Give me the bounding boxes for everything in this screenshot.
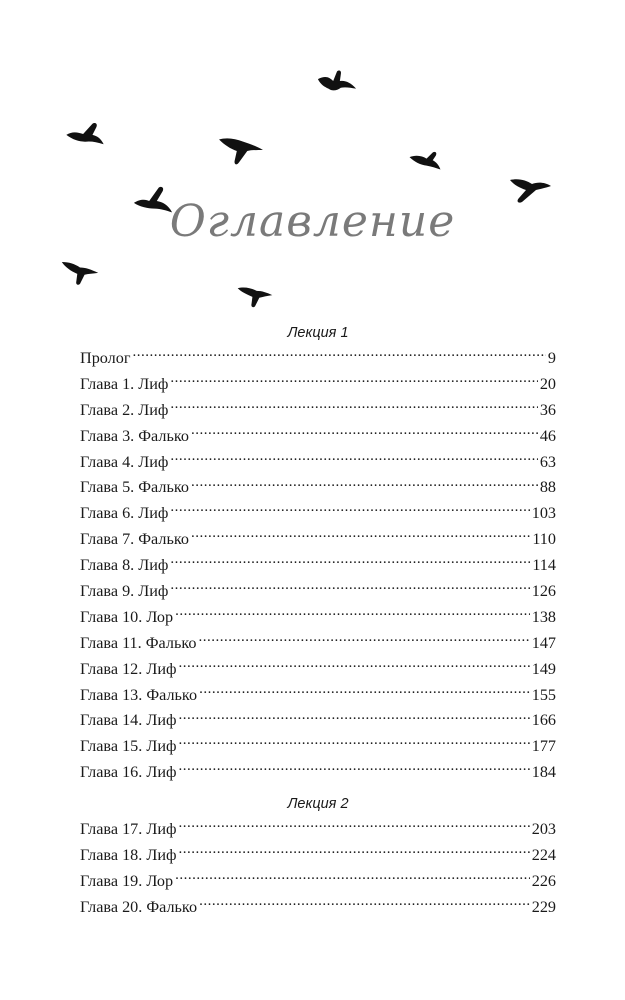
page-title: Оглавление [169,196,456,247]
toc-entry [80,527,556,553]
toc-entry-page: 103 [531,504,556,523]
birds-illustration [0,0,625,320]
bird-icon [408,148,442,174]
toc-entry [80,631,556,657]
dot-leader [191,476,538,492]
toc-entry-label: Глава 2. Лиф [80,400,169,419]
toc-entry-label: Глава 3. Фалько [80,426,189,445]
section-title: Лекция 2 [287,796,349,813]
toc-entry-label: Глава 10. Лор [80,607,174,626]
toc-entry-label: Глава 1. Лиф [80,374,169,393]
dot-leader [170,373,537,389]
toc-entry [80,475,556,501]
toc-entry [80,501,556,527]
toc-entry-label: Глава 12. Лиф [80,659,177,678]
dot-leader [170,554,530,570]
toc-entry-label: Глава 8. Лиф [80,556,169,575]
toc-entry-page: 226 [531,871,556,890]
toc-entry-label: Глава 11. Фалько [80,633,197,652]
dot-leader [178,844,529,860]
toc-list [80,346,556,786]
dot-leader [178,709,529,725]
toc-entry [80,734,556,760]
toc-entry [80,843,556,869]
bird-icon [236,282,274,310]
toc-entry [80,605,556,631]
dot-leader [175,606,530,622]
section-title: Лекция 1 [287,325,349,341]
toc-entry-page: 46 [539,426,556,445]
toc-entry-page: 114 [532,556,556,575]
toc-entry-label: Глава 4. Лиф [80,452,169,471]
dot-leader [175,870,530,886]
bird-icon [60,254,100,290]
toc-entry [80,869,556,895]
toc-entry-label: Глава 9. Лиф [80,582,169,601]
toc-entry [80,398,556,424]
dot-leader [178,658,529,674]
dot-leader [170,502,529,518]
toc-entry-label: Глава 19. Лор [80,871,174,890]
toc-entry-label: Глава 6. Лиф [80,504,169,523]
dot-leader [178,818,529,834]
dot-leader [132,347,545,363]
toc-list [80,817,556,921]
toc-entry [80,424,556,450]
toc-entry-label: Пролог [80,349,131,367]
toc-entry-label: Глава 16. Лиф [80,763,177,782]
toc-entry-page: 63 [539,452,556,471]
toc-entry-page: 9 [547,349,556,367]
toc-entry-label: Глава 7. Фалько [80,530,189,549]
toc-entry [80,760,556,786]
toc-entry [80,895,556,921]
dot-leader [191,424,538,440]
toc-entry [80,450,556,476]
toc-entry-label: Глава 18. Лиф [80,846,177,865]
dot-leader [170,580,529,596]
dot-leader [170,399,537,415]
dot-leader [191,528,530,544]
toc-entry-page: 166 [531,711,556,730]
toc-entry-label: Глава 13. Фалько [80,685,198,704]
toc-entry [80,346,556,372]
toc-entry [80,657,556,683]
toc-entry-page: 138 [531,607,556,626]
toc-entry-label: Глава 20. Фалько [80,897,198,916]
bird-icon [64,120,106,148]
toc-entry-page: 147 [531,633,556,652]
toc-entry-page: 88 [539,478,556,497]
toc-entry-page: 110 [532,530,556,549]
dot-leader [199,896,530,912]
toc-entry [80,708,556,734]
toc-entry-label: Глава 14. Лиф [80,711,177,730]
toc-entry-page: 203 [531,820,556,839]
toc-entry [80,683,556,709]
toc-entry [80,817,556,843]
toc-entry-page: 36 [539,400,556,419]
dot-leader [198,632,529,648]
toc-entry-page: 229 [531,897,556,916]
toc-entry-page: 149 [531,659,556,678]
toc-entry-page: 177 [531,737,556,756]
toc-entry-page: 20 [539,374,556,393]
toc-entry [80,553,556,579]
dot-leader [199,683,530,699]
dot-leader [170,450,537,466]
toc-entry-label: Глава 17. Лиф [80,820,177,839]
bird-icon [316,66,358,98]
toc-entry-page: 184 [531,763,556,782]
toc-entry-page: 155 [531,685,556,704]
toc-entry [80,579,556,605]
toc-entry-label: Глава 15. Лиф [80,737,177,756]
toc-entry-label: Глава 5. Фалько [80,478,189,497]
toc-entry [80,372,556,398]
table-of-contents [80,320,556,921]
dot-leader [178,761,529,777]
toc-entry-page: 224 [531,846,556,865]
toc-entry-page: 126 [531,582,556,601]
dot-leader [178,735,529,751]
bird-icon [218,134,264,168]
